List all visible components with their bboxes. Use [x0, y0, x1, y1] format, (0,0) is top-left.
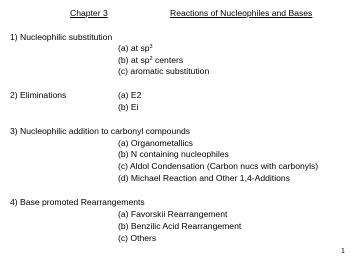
section-3-item-a: (a) Organometallics [118, 138, 193, 148]
page-number: 1 [341, 248, 345, 255]
section-3-item-d: (d) Michael Reaction and Other 1,4-Additions [118, 173, 290, 183]
section-2-item-b: (b) Ei [118, 102, 139, 112]
page-title: Reactions of Nucleophiles and Bases [170, 8, 313, 18]
chapter-label: Chapter 3 [70, 8, 108, 18]
section-3-heading: 3) Nucleophilic addition to carbonyl compounds [10, 126, 191, 136]
section-2-heading: 2) Eliminations [10, 90, 67, 100]
section-4-item-a: (a) Favorskii Rearrangement [118, 209, 228, 219]
section-2-item-a: (a) E2 [118, 90, 142, 100]
section-1-item-a: (a) at $sp^3$ [118, 43, 153, 53]
section-4-item-b: (b) Benzilic Acid Rearrangement [118, 221, 242, 231]
section-1-item-b: (b) at $sp^2$ centers [118, 55, 184, 65]
section-3-item-b: (b) N containing nucleophiles [118, 149, 229, 159]
section-3-item-c: (c) Aldol Condensation (Carbon nucs with carbonyls) [118, 161, 319, 171]
section-4-heading: 4) Base promoted Rearrangements [10, 197, 145, 207]
section-1-item-c: (c) aromatic substitution [118, 66, 210, 76]
section-1-heading: 1) Nucleophilic substitution [10, 32, 113, 42]
section-4-item-c: (c) Others [118, 233, 157, 243]
